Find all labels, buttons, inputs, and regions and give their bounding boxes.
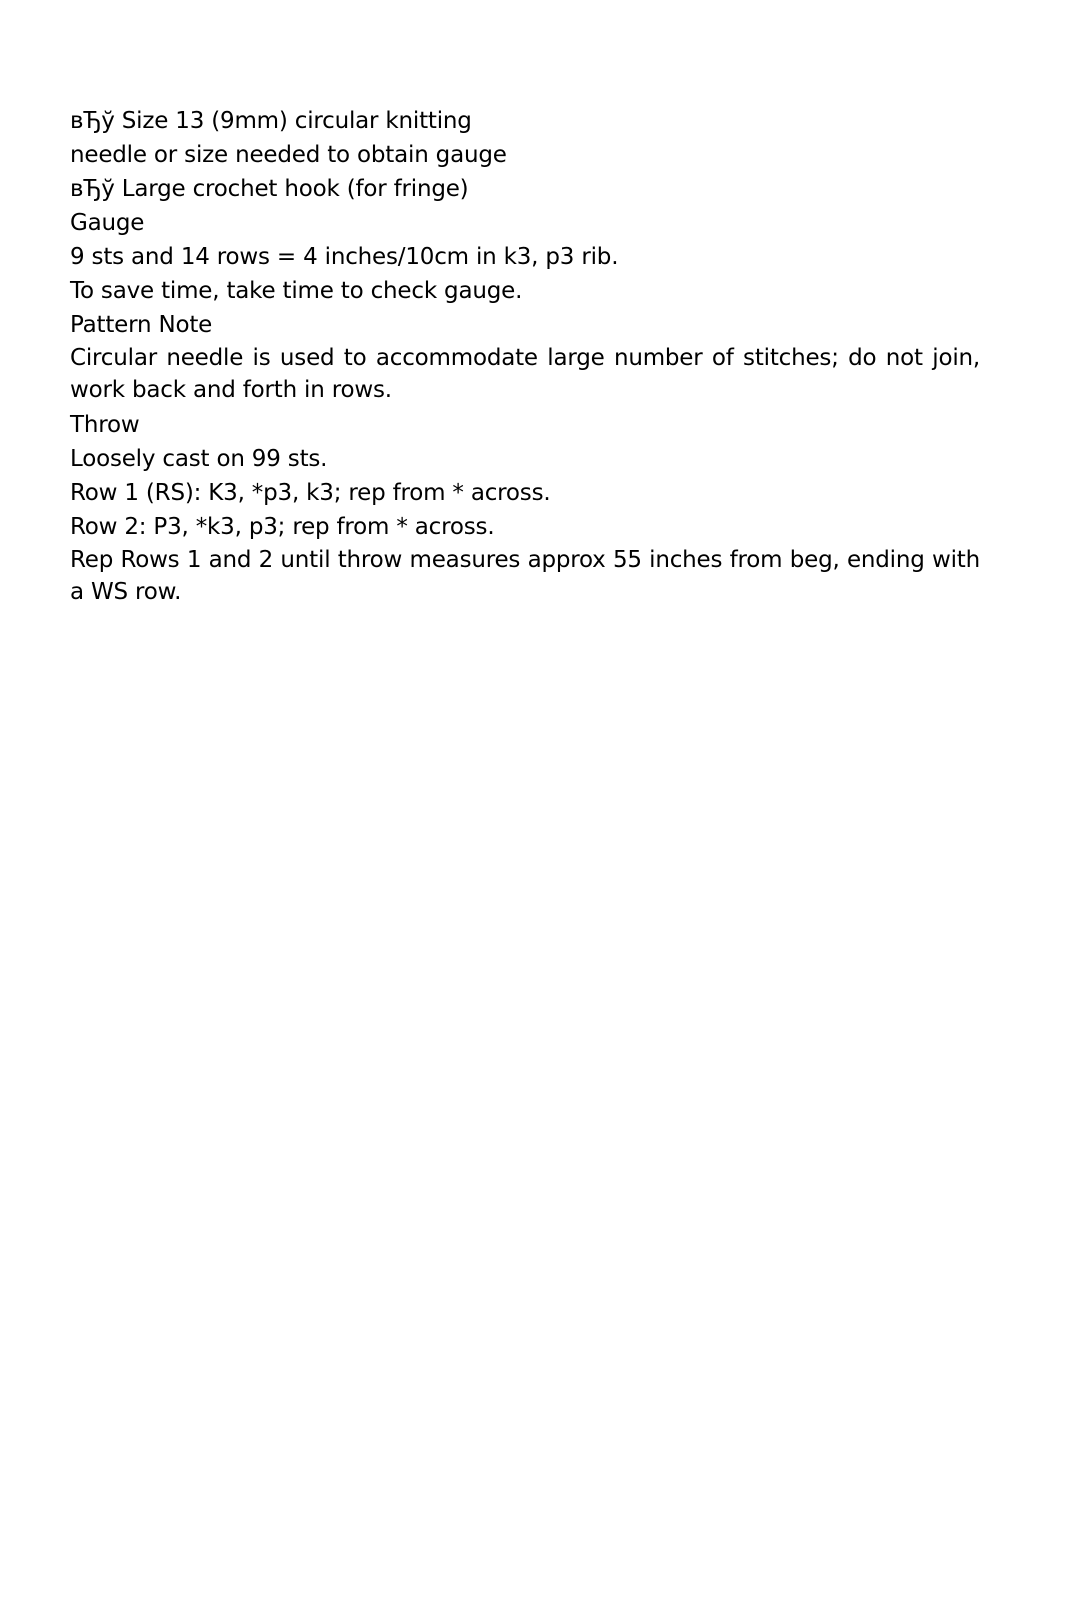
section-heading-pattern-note: Pattern Note	[70, 312, 213, 338]
row-2-instruction: Row 2: P3, *k3, p3; rep from * across.	[70, 514, 495, 540]
gauge-spec: 9 sts and 14 rows = 4 inches/10cm in k3, p3 rib.	[70, 244, 619, 270]
pattern-note-text: Circular needle is used to accommodate large number of stitches; do not join, work back and forth in rows.	[70, 345, 980, 403]
document-body	[70, 104, 980, 610]
gauge-tip: To save time, take time to check gauge.	[70, 278, 523, 304]
supply-item-needle-line2: needle or size needed to obtain gauge	[70, 142, 507, 168]
section-heading-gauge: Gauge	[70, 210, 145, 236]
cast-on-instruction: Loosely cast on 99 sts.	[70, 446, 328, 472]
row-1-instruction: Row 1 (RS): K3, *p3, k3; rep from * across.	[70, 480, 551, 506]
supply-item-needle-line1: вЂў Size 13 (9mm) circular knitting	[70, 108, 472, 134]
supply-item-crochet-hook: вЂў Large crochet hook (for fringe)	[70, 176, 469, 202]
repeat-instruction: Rep Rows 1 and 2 until throw measures approx 55 inches from beg, ending with a WS row.	[70, 547, 980, 605]
section-heading-throw: Throw	[70, 412, 140, 438]
